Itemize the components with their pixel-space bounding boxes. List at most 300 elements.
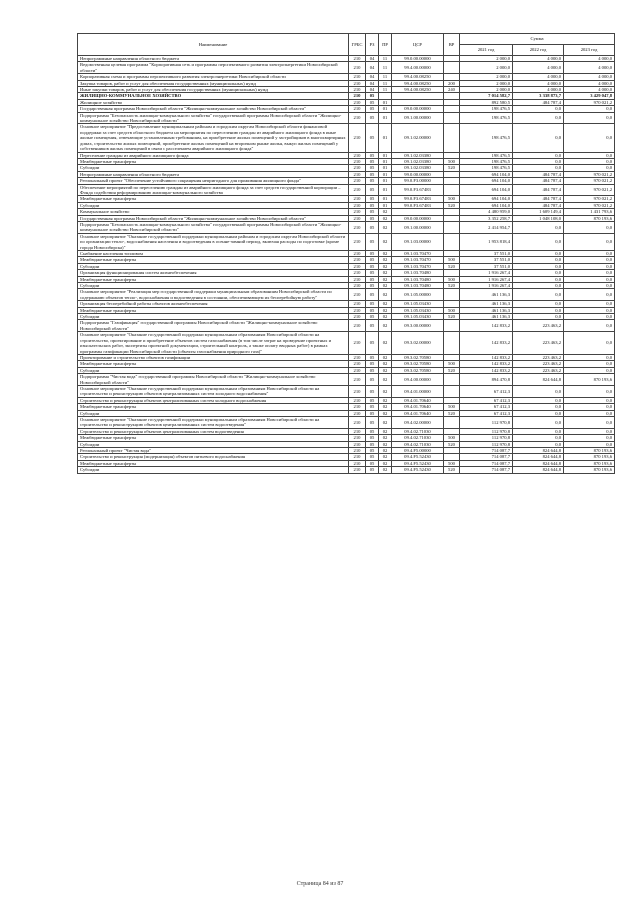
col-header-grbs: ГРБС bbox=[349, 34, 366, 56]
cell-sum-2022: 223 463,2 bbox=[513, 354, 564, 360]
cell-rz: 05 bbox=[366, 165, 379, 171]
cell-pr: 02 bbox=[379, 233, 392, 250]
cell-vr: 520 bbox=[444, 367, 460, 373]
cell-grbs: 210 bbox=[349, 404, 366, 410]
col-header-pr: ПР bbox=[379, 34, 392, 56]
cell-sum-2023: 0,0 bbox=[564, 404, 615, 410]
cell-pr: 01 bbox=[379, 152, 392, 158]
cell-grbs: 210 bbox=[349, 178, 366, 184]
cell-pr: 01 bbox=[379, 99, 392, 105]
cell-pr: 02 bbox=[379, 385, 392, 397]
cell-csr: 99.0.F3.67483 bbox=[392, 196, 444, 202]
cell-sum-2021: 714 087,7 bbox=[460, 460, 513, 466]
cell-name: Межбюджетные трансферты bbox=[78, 435, 349, 441]
cell-rz: 04 bbox=[366, 80, 379, 86]
cell-pr: 02 bbox=[379, 361, 392, 367]
cell-sum-2021: 198 476,5 bbox=[460, 106, 513, 112]
cell-sum-2022: 0,0 bbox=[513, 385, 564, 397]
cell-sum-2021: 694 104,0 bbox=[460, 171, 513, 177]
cell-sum-2023: 3 429 047,8 bbox=[564, 93, 615, 99]
col-header-2022: 2022 год bbox=[513, 45, 564, 56]
cell-sum-2021: 2 000,0 bbox=[460, 74, 513, 80]
cell-pr: 02 bbox=[379, 257, 392, 263]
cell-sum-2021: 694 104,0 bbox=[460, 202, 513, 208]
cell-csr: 09.3.00.00000 bbox=[392, 320, 444, 332]
cell-csr: 09.4.02.00000 bbox=[392, 416, 444, 428]
cell-pr: 02 bbox=[379, 448, 392, 454]
cell-sum-2021: 2 000,0 bbox=[460, 56, 513, 62]
cell-name: Строительство и реконструкция объектов централизованных систем холодного водоснабжения bbox=[78, 397, 349, 403]
cell-vr: 520 bbox=[444, 263, 460, 269]
cell-grbs: 210 bbox=[349, 106, 366, 112]
table-row bbox=[78, 124, 615, 152]
cell-vr: 520 bbox=[444, 165, 460, 171]
cell-sum-2023: 0,0 bbox=[564, 397, 615, 403]
cell-pr: 02 bbox=[379, 404, 392, 410]
cell-grbs: 210 bbox=[349, 233, 366, 250]
col-header-sums: Сумма bbox=[460, 34, 615, 45]
cell-sum-2023: 870 193,6 bbox=[564, 215, 615, 221]
cell-pr: 02 bbox=[379, 367, 392, 373]
cell-csr: 09.1.00.00000 bbox=[392, 112, 444, 124]
cell-csr: 09.1.03.70480 bbox=[392, 283, 444, 289]
cell-name: Межбюджетные трансферты bbox=[78, 460, 349, 466]
cell-sum-2023: 870 193,6 bbox=[564, 460, 615, 466]
cell-grbs: 210 bbox=[349, 152, 366, 158]
cell-csr: 09.1.02.03380 bbox=[392, 158, 444, 164]
cell-sum-2023: 870 193,6 bbox=[564, 467, 615, 473]
cell-csr: 09.4.F5.52430 bbox=[392, 460, 444, 466]
cell-sum-2021: 112 970,8 bbox=[460, 416, 513, 428]
cell-name: Субсидии bbox=[78, 367, 349, 373]
cell-grbs: 210 bbox=[349, 221, 366, 233]
cell-sum-2021: 2 414 954,7 bbox=[460, 221, 513, 233]
cell-csr: 09.1.02.03380 bbox=[392, 165, 444, 171]
cell-sum-2022: 4 000,0 bbox=[513, 74, 564, 80]
col-header-2023: 2023 год bbox=[564, 45, 615, 56]
cell-pr: 01 bbox=[379, 171, 392, 177]
cell-rz: 05 bbox=[366, 435, 379, 441]
cell-rz: 05 bbox=[366, 263, 379, 269]
cell-sum-2023: 0,0 bbox=[564, 283, 615, 289]
cell-grbs: 210 bbox=[349, 448, 366, 454]
cell-vr: 500 bbox=[444, 196, 460, 202]
cell-name: Субсидии bbox=[78, 467, 349, 473]
cell-sum-2022: 824 644,8 bbox=[513, 454, 564, 460]
cell-sum-2023: 4 000,0 bbox=[564, 74, 615, 80]
cell-vr bbox=[444, 385, 460, 397]
budget-table bbox=[77, 33, 615, 474]
cell-sum-2023: 0,0 bbox=[564, 428, 615, 434]
cell-pr: 01 bbox=[379, 106, 392, 112]
cell-grbs: 210 bbox=[349, 171, 366, 177]
cell-grbs: 210 bbox=[349, 202, 366, 208]
cell-sum-2022: 0,0 bbox=[513, 397, 564, 403]
cell-csr: 99.0.F3.67483 bbox=[392, 184, 444, 196]
cell-pr: 11 bbox=[379, 62, 392, 74]
cell-vr bbox=[444, 374, 460, 386]
cell-vr: 520 bbox=[444, 441, 460, 447]
cell-rz: 04 bbox=[366, 74, 379, 80]
cell-grbs: 210 bbox=[349, 112, 366, 124]
cell-sum-2022: 0,0 bbox=[513, 152, 564, 158]
cell-pr: 02 bbox=[379, 435, 392, 441]
cell-grbs: 210 bbox=[349, 410, 366, 416]
cell-sum-2023: 0,0 bbox=[564, 165, 615, 171]
cell-vr: 520 bbox=[444, 202, 460, 208]
cell-csr: 09.4.01.70640 bbox=[392, 404, 444, 410]
cell-vr bbox=[444, 233, 460, 250]
cell-grbs: 210 bbox=[349, 196, 366, 202]
cell-sum-2023: 970 021,2 bbox=[564, 202, 615, 208]
cell-name: Снабжение населения топливом bbox=[78, 251, 349, 257]
cell-pr: 02 bbox=[379, 410, 392, 416]
cell-grbs: 210 bbox=[349, 397, 366, 403]
cell-sum-2022: 0,0 bbox=[513, 404, 564, 410]
cell-name: Иные закупки товаров, работ и услуг для обеспечения государственных (муниципальных) нужд bbox=[78, 87, 349, 93]
cell-sum-2023: 0,0 bbox=[564, 307, 615, 313]
cell-name: Межбюджетные трансферты bbox=[78, 257, 349, 263]
cell-csr: 09.1.05.03430 bbox=[392, 314, 444, 320]
cell-sum-2021: 37 551,0 bbox=[460, 263, 513, 269]
cell-name: Основное мероприятие "Оказание государственной поддержки муниципальным образованиям Новосибирской области на строительство и реконструкцию объектов централизованных систем водоотведения" bbox=[78, 416, 349, 428]
cell-vr bbox=[444, 332, 460, 355]
cell-pr: 01 bbox=[379, 158, 392, 164]
cell-rz: 05 bbox=[366, 257, 379, 263]
cell-csr: 09.4.02.71030 bbox=[392, 428, 444, 434]
cell-name: ЖИЛИЩНО-КОММУНАЛЬНОЕ ХОЗЯЙСТВО bbox=[78, 93, 349, 99]
cell-csr: 09.1.02.03380 bbox=[392, 152, 444, 158]
cell-sum-2022: 484 787,4 bbox=[513, 196, 564, 202]
cell-csr: 99.0.F3.67483 bbox=[392, 202, 444, 208]
cell-rz: 05 bbox=[366, 320, 379, 332]
cell-sum-2022: 0,0 bbox=[513, 165, 564, 171]
cell-pr: 01 bbox=[379, 178, 392, 184]
cell-name: Межбюджетные трансферты bbox=[78, 276, 349, 282]
table-row bbox=[78, 467, 615, 473]
cell-csr: 09.1.05.03430 bbox=[392, 307, 444, 313]
cell-rz: 04 bbox=[366, 87, 379, 93]
cell-grbs: 210 bbox=[349, 441, 366, 447]
cell-sum-2023: 1 431 793,6 bbox=[564, 209, 615, 215]
cell-csr: 99.4.00.08250 bbox=[392, 74, 444, 80]
cell-name: Подпрограмма "Газификация" государственной программы Новосибирской области "Жилищно-коммунальное хозяйство Новосибирской области" bbox=[78, 320, 349, 332]
col-header-vr: ВР bbox=[444, 34, 460, 56]
cell-rz: 05 bbox=[366, 202, 379, 208]
cell-sum-2022: 0,0 bbox=[513, 263, 564, 269]
cell-sum-2022: 0,0 bbox=[513, 410, 564, 416]
budget-sheet bbox=[77, 33, 614, 474]
cell-sum-2021: 112 970,8 bbox=[460, 428, 513, 434]
cell-grbs: 210 bbox=[349, 354, 366, 360]
cell-pr: 01 bbox=[379, 202, 392, 208]
cell-vr bbox=[444, 112, 460, 124]
cell-csr: 09.3.02.70580 bbox=[392, 367, 444, 373]
cell-vr: 240 bbox=[444, 87, 460, 93]
cell-rz: 05 bbox=[366, 428, 379, 434]
cell-grbs: 210 bbox=[349, 314, 366, 320]
cell-rz: 05 bbox=[366, 454, 379, 460]
cell-grbs: 210 bbox=[349, 74, 366, 80]
cell-csr: 99.0.00.00000 bbox=[392, 171, 444, 177]
cell-csr: 09.4.01.00000 bbox=[392, 385, 444, 397]
cell-sum-2022: 484 787,4 bbox=[513, 171, 564, 177]
cell-pr: 01 bbox=[379, 165, 392, 171]
cell-csr: 09.4.F5.00000 bbox=[392, 448, 444, 454]
cell-csr: 09.3.02.70580 bbox=[392, 361, 444, 367]
cell-grbs: 210 bbox=[349, 320, 366, 332]
cell-sum-2022: 0,0 bbox=[513, 233, 564, 250]
cell-sum-2023: 4 000,0 bbox=[564, 87, 615, 93]
cell-name: Организация бесперебойной работы объектов жизнеобеспечения bbox=[78, 301, 349, 307]
cell-sum-2023: 0,0 bbox=[564, 410, 615, 416]
cell-sum-2023: 0,0 bbox=[564, 124, 615, 152]
header-row bbox=[78, 34, 615, 45]
cell-rz: 05 bbox=[366, 270, 379, 276]
cell-sum-2021: 142 833,2 bbox=[460, 354, 513, 360]
cell-sum-2023: 0,0 bbox=[564, 385, 615, 397]
cell-rz: 05 bbox=[366, 467, 379, 473]
cell-grbs: 210 bbox=[349, 301, 366, 307]
cell-sum-2022: 0,0 bbox=[513, 289, 564, 301]
table-body bbox=[78, 56, 615, 474]
cell-rz: 05 bbox=[366, 233, 379, 250]
cell-name: Региональный проект "Чистая вода" bbox=[78, 448, 349, 454]
cell-sum-2022: 4 000,0 bbox=[513, 80, 564, 86]
cell-vr bbox=[444, 289, 460, 301]
cell-sum-2022: 0,0 bbox=[513, 416, 564, 428]
cell-sum-2023: 970 021,2 bbox=[564, 99, 615, 105]
cell-grbs: 210 bbox=[349, 374, 366, 386]
cell-csr: 09.1.03.70470 bbox=[392, 263, 444, 269]
cell-csr: 09.3.02.70580 bbox=[392, 354, 444, 360]
cell-csr: 99.4.00.08250 bbox=[392, 87, 444, 93]
cell-grbs: 210 bbox=[349, 209, 366, 215]
col-header-csr: ЦСР bbox=[392, 34, 444, 56]
cell-grbs: 210 bbox=[349, 87, 366, 93]
cell-grbs: 210 bbox=[349, 93, 366, 99]
cell-pr: 02 bbox=[379, 320, 392, 332]
cell-sum-2021: 142 833,2 bbox=[460, 361, 513, 367]
cell-sum-2022: 0,0 bbox=[513, 106, 564, 112]
cell-name: Межбюджетные трансферты bbox=[78, 158, 349, 164]
cell-sum-2022: 0,0 bbox=[513, 257, 564, 263]
cell-grbs: 210 bbox=[349, 276, 366, 282]
table-row bbox=[78, 112, 615, 124]
cell-sum-2023: 0,0 bbox=[564, 301, 615, 307]
cell-rz: 05 bbox=[366, 307, 379, 313]
cell-rz: 05 bbox=[366, 276, 379, 282]
cell-sum-2023: 0,0 bbox=[564, 276, 615, 282]
cell-csr: 09.0.00.00000 bbox=[392, 215, 444, 221]
cell-csr: 09.4.01.70640 bbox=[392, 410, 444, 416]
cell-sum-2022: 0,0 bbox=[513, 441, 564, 447]
cell-grbs: 210 bbox=[349, 184, 366, 196]
cell-name: Проектирование и строительство объектов газификации bbox=[78, 354, 349, 360]
cell-name: Субсидии bbox=[78, 165, 349, 171]
cell-sum-2023: 970 021,2 bbox=[564, 171, 615, 177]
cell-rz: 05 bbox=[366, 361, 379, 367]
cell-csr: 09.1.03.70470 bbox=[392, 257, 444, 263]
cell-sum-2023: 0,0 bbox=[564, 314, 615, 320]
table-row bbox=[78, 233, 615, 250]
cell-sum-2021: 892 580,5 bbox=[460, 99, 513, 105]
cell-sum-2022: 0,0 bbox=[513, 276, 564, 282]
cell-sum-2023: 0,0 bbox=[564, 354, 615, 360]
cell-name: Корпоративная схема и программы перспективного развития электроэнергетики Новосибирской области bbox=[78, 74, 349, 80]
cell-rz: 05 bbox=[366, 441, 379, 447]
cell-sum-2023: 4 000,0 bbox=[564, 62, 615, 74]
cell-grbs: 210 bbox=[349, 215, 366, 221]
cell-csr: 09.1.00.00000 bbox=[392, 221, 444, 233]
cell-sum-2021: 694 104,0 bbox=[460, 196, 513, 202]
cell-name: Подпрограмма "Безопасность жилищно-коммунального хозяйства" государственной программы Новосибирской области "Жилищно-коммунальное хозяйство Новосибирской области" bbox=[78, 112, 349, 124]
cell-grbs: 210 bbox=[349, 263, 366, 269]
cell-sum-2021: 37 551,0 bbox=[460, 251, 513, 257]
cell-sum-2021: 198 476,5 bbox=[460, 152, 513, 158]
table-row bbox=[78, 385, 615, 397]
cell-rz: 05 bbox=[366, 332, 379, 355]
cell-name: Субсидии bbox=[78, 263, 349, 269]
cell-pr: 02 bbox=[379, 283, 392, 289]
cell-sum-2023: 4 000,0 bbox=[564, 80, 615, 86]
cell-vr: 500 bbox=[444, 257, 460, 263]
cell-grbs: 210 bbox=[349, 257, 366, 263]
cell-grbs: 210 bbox=[349, 416, 366, 428]
cell-pr: 01 bbox=[379, 196, 392, 202]
cell-pr: 02 bbox=[379, 307, 392, 313]
cell-pr: 02 bbox=[379, 221, 392, 233]
cell-sum-2023: 870 193,6 bbox=[564, 448, 615, 454]
cell-sum-2022: 0,0 bbox=[513, 158, 564, 164]
cell-rz: 05 bbox=[366, 209, 379, 215]
cell-grbs: 210 bbox=[349, 332, 366, 355]
cell-sum-2023: 0,0 bbox=[564, 320, 615, 332]
cell-rz: 05 bbox=[366, 314, 379, 320]
cell-grbs: 210 bbox=[349, 454, 366, 460]
cell-sum-2022: 4 000,0 bbox=[513, 56, 564, 62]
table-row bbox=[78, 374, 615, 386]
cell-sum-2021: 198 476,5 bbox=[460, 158, 513, 164]
cell-sum-2022: 0,0 bbox=[513, 435, 564, 441]
cell-sum-2021: 461 136,3 bbox=[460, 301, 513, 307]
cell-vr: 500 bbox=[444, 307, 460, 313]
cell-name: Подпрограмма "Чистая вода" государственной программы Новосибирской области "Жилищно-коммунальное хозяйство Новосибирской области" bbox=[78, 374, 349, 386]
col-header-2021: 2021 год bbox=[460, 45, 513, 56]
cell-sum-2022: 824 644,8 bbox=[513, 374, 564, 386]
cell-grbs: 210 bbox=[349, 467, 366, 473]
cell-sum-2021: 112 970,8 bbox=[460, 441, 513, 447]
cell-sum-2023: 0,0 bbox=[564, 416, 615, 428]
cell-name: Жилищное хозяйство bbox=[78, 99, 349, 105]
cell-sum-2023: 0,0 bbox=[564, 112, 615, 124]
cell-name: Государственная программа Новосибирской области "Жилищно-коммунальное хозяйство Новосибирской области" bbox=[78, 215, 349, 221]
cell-name: Субсидии bbox=[78, 441, 349, 447]
cell-pr: 02 bbox=[379, 276, 392, 282]
cell-pr: 11 bbox=[379, 87, 392, 93]
cell-vr bbox=[444, 184, 460, 196]
cell-csr: 09.1.03.70480 bbox=[392, 270, 444, 276]
cell-sum-2022: 1 048 108,0 bbox=[513, 215, 564, 221]
cell-name: Основное мероприятие "Предоставление муниципальным районам и городским округам Новосибирской области финансовой поддержки за счет средств областного бюджета на мероприятия по переселению граждан из аварийного жилищного фонда в иные жилые помещения, отвечающие установленным требованиям, на приобретение жилых помещений у застройщиков в многоквартирных домах, строительство жилых помещений, приобретение жилых помещений на вторичном рынке жилья, выкуп жилых помещений у собственников жилых помещений в связи с расселением аварийного жилищного фонда" bbox=[78, 124, 349, 152]
cell-sum-2022: 824 644,8 bbox=[513, 460, 564, 466]
cell-sum-2021: 714 087,7 bbox=[460, 454, 513, 460]
cell-sum-2022: 0,0 bbox=[513, 124, 564, 152]
cell-vr: 520 bbox=[444, 410, 460, 416]
cell-sum-2023: 0,0 bbox=[564, 263, 615, 269]
cell-rz: 05 bbox=[366, 215, 379, 221]
cell-name: Основное мероприятие "Оказание государственной поддержки муниципальным районам и городским округам Новосибирской области по организации тепло-, водоснабжения населения и водоотведения в осенне-зимний период, включая расходы по подготовке (кроме города Новосибирска)" bbox=[78, 233, 349, 250]
cell-sum-2021: 461 136,3 bbox=[460, 314, 513, 320]
cell-rz: 04 bbox=[366, 62, 379, 74]
cell-sum-2021: 142 833,2 bbox=[460, 367, 513, 373]
cell-rz: 05 bbox=[366, 106, 379, 112]
cell-sum-2022: 824 644,8 bbox=[513, 448, 564, 454]
cell-sum-2022: 0,0 bbox=[513, 112, 564, 124]
cell-rz: 05 bbox=[366, 283, 379, 289]
cell-sum-2022: 0,0 bbox=[513, 301, 564, 307]
cell-sum-2022: 484 787,4 bbox=[513, 178, 564, 184]
cell-sum-2023: 0,0 bbox=[564, 435, 615, 441]
cell-grbs: 210 bbox=[349, 80, 366, 86]
cell-rz: 05 bbox=[366, 178, 379, 184]
cell-sum-2021: 1 916 267,4 bbox=[460, 270, 513, 276]
cell-vr: 520 bbox=[444, 314, 460, 320]
cell-sum-2023: 0,0 bbox=[564, 367, 615, 373]
cell-sum-2023: 0,0 bbox=[564, 221, 615, 233]
cell-sum-2021: 1 953 818,4 bbox=[460, 233, 513, 250]
cell-csr: 09.1.05.03430 bbox=[392, 301, 444, 307]
cell-sum-2022: 0,0 bbox=[513, 270, 564, 276]
cell-grbs: 210 bbox=[349, 124, 366, 152]
cell-rz: 05 bbox=[366, 251, 379, 257]
cell-rz: 05 bbox=[366, 354, 379, 360]
cell-pr: 02 bbox=[379, 332, 392, 355]
cell-rz: 05 bbox=[366, 374, 379, 386]
cell-grbs: 210 bbox=[349, 56, 366, 62]
cell-vr bbox=[444, 221, 460, 233]
cell-pr: 02 bbox=[379, 374, 392, 386]
cell-pr: 02 bbox=[379, 209, 392, 215]
cell-grbs: 210 bbox=[349, 435, 366, 441]
cell-sum-2021: 694 104,0 bbox=[460, 178, 513, 184]
cell-pr: 02 bbox=[379, 428, 392, 434]
cell-name: Строительство и реконструкция объектов централизованных систем водоотведения bbox=[78, 428, 349, 434]
cell-name: Межбюджетные трансферты bbox=[78, 196, 349, 202]
cell-pr: 02 bbox=[379, 270, 392, 276]
cell-csr: 09.4.F5.52430 bbox=[392, 454, 444, 460]
cell-sum-2021: 1 916 267,4 bbox=[460, 283, 513, 289]
cell-grbs: 210 bbox=[349, 460, 366, 466]
cell-rz: 05 bbox=[366, 301, 379, 307]
cell-rz: 05 bbox=[366, 158, 379, 164]
cell-rz: 05 bbox=[366, 367, 379, 373]
cell-sum-2021: 461 136,3 bbox=[460, 307, 513, 313]
cell-sum-2023: 870 193,6 bbox=[564, 454, 615, 460]
cell-vr: 520 bbox=[444, 283, 460, 289]
cell-name: Переселение граждан из аварийного жилищного фонда bbox=[78, 152, 349, 158]
cell-csr: 09.1.03.00000 bbox=[392, 233, 444, 250]
cell-name: Межбюджетные трансферты bbox=[78, 307, 349, 313]
cell-pr: 02 bbox=[379, 441, 392, 447]
cell-sum-2022: 223 463,2 bbox=[513, 361, 564, 367]
cell-pr: 02 bbox=[379, 354, 392, 360]
table-row bbox=[78, 289, 615, 301]
cell-sum-2021: 2 000,0 bbox=[460, 62, 513, 74]
cell-sum-2022: 223 463,2 bbox=[513, 367, 564, 373]
cell-grbs: 210 bbox=[349, 289, 366, 301]
cell-vr: 500 bbox=[444, 276, 460, 282]
